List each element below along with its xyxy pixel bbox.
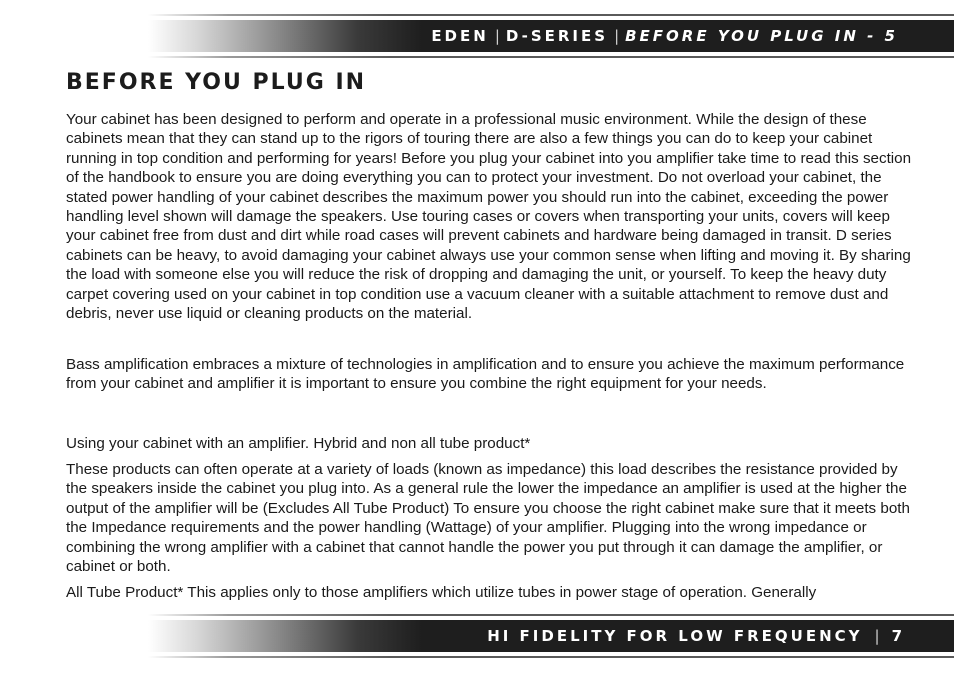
footer-rule-bottom — [148, 656, 954, 658]
header-text — [431, 20, 898, 52]
header-series: D-SERIES — [505, 27, 609, 45]
footer-separator: | — [874, 627, 880, 645]
footer-band — [148, 620, 954, 652]
header-rule-top — [148, 14, 954, 16]
header-brand: EDEN — [431, 27, 489, 45]
header-band — [148, 20, 954, 52]
page-title: BEFORE YOU PLUG IN — [66, 70, 367, 95]
footer-rule-top — [148, 614, 954, 616]
body-paragraph: Your cabinet has been designed to perform and operate in a professional music environment. While the design of these cabinets mean that they can stand up to the rigors of touring there are also a few things you can do to keep your cabinet running in top condition and performing for years! Before you plug your cabinet into you amplifier take time to read this section of the handbook to ensure you are doing everything you can to protect your investment. Do not overload your cabinet, the stated power handling of your cabinet describes the maximum power you should run into the cabinet, exceeding the power handling level shown will damage the speakers. Use touring cases or covers when transporting your units, covers will keep your cabinet free from dust and dirt while road cases will prevent cabinets and hardware being damaged in transit. D series cabinets can be heavy, to avoid damaging your cabinet always use your common sense when lifting and moving it. By sharing the load with someone else you will reduce the risk of dropping and damaging the unit, or yourself. To keep the heavy duty carpet covering used on your cabinet in top condition use a vacuum cleaner with a suitable attachment to remove dust and debris, never use liquid or cleaning products on the material. — [66, 111, 912, 323]
body-paragraph: Bass amplification embraces a mixture of technologies in amplification and to ensure you achieve the maximum performance from your cabinet and amplifier it is important to ensure you combine the right equipment for your needs. — [66, 356, 905, 393]
header-separator: | — [614, 27, 620, 45]
page-number: 7 — [891, 627, 902, 645]
body-paragraph: All Tube Product* This applies only to those amplifiers which utilize tubes in power stage of operation. Generally — [66, 584, 817, 601]
body-paragraph: These products can often operate at a variety of loads (known as impedance) this load describes the resistance provided by the speakers inside the cabinet you plug into. As a general rule the lower the impedance an amplifier is used at the higher the output of the amplifier will be (Excludes All Tube Product) To ensure you choose the right cabinet make sure that it meets both the Impedance requirements and the power handling (Wattage) of your amplifier. Plugging into the wrong impedance or combining the wrong amplifier with a cabinet that cannot handle the power you put through it can damage the amplifier, or cabinet or both. — [66, 461, 910, 576]
section-subheading: Using your cabinet with an amplifier. Hybrid and non all tube product* — [66, 435, 531, 452]
footer-text — [487, 620, 902, 652]
header-rule-bottom — [148, 56, 954, 58]
header-section: BEFORE YOU PLUG IN - 5 — [625, 27, 898, 45]
footer-tagline: HI FIDELITY FOR LOW FREQUENCY — [487, 627, 863, 645]
header-separator: | — [494, 27, 500, 45]
